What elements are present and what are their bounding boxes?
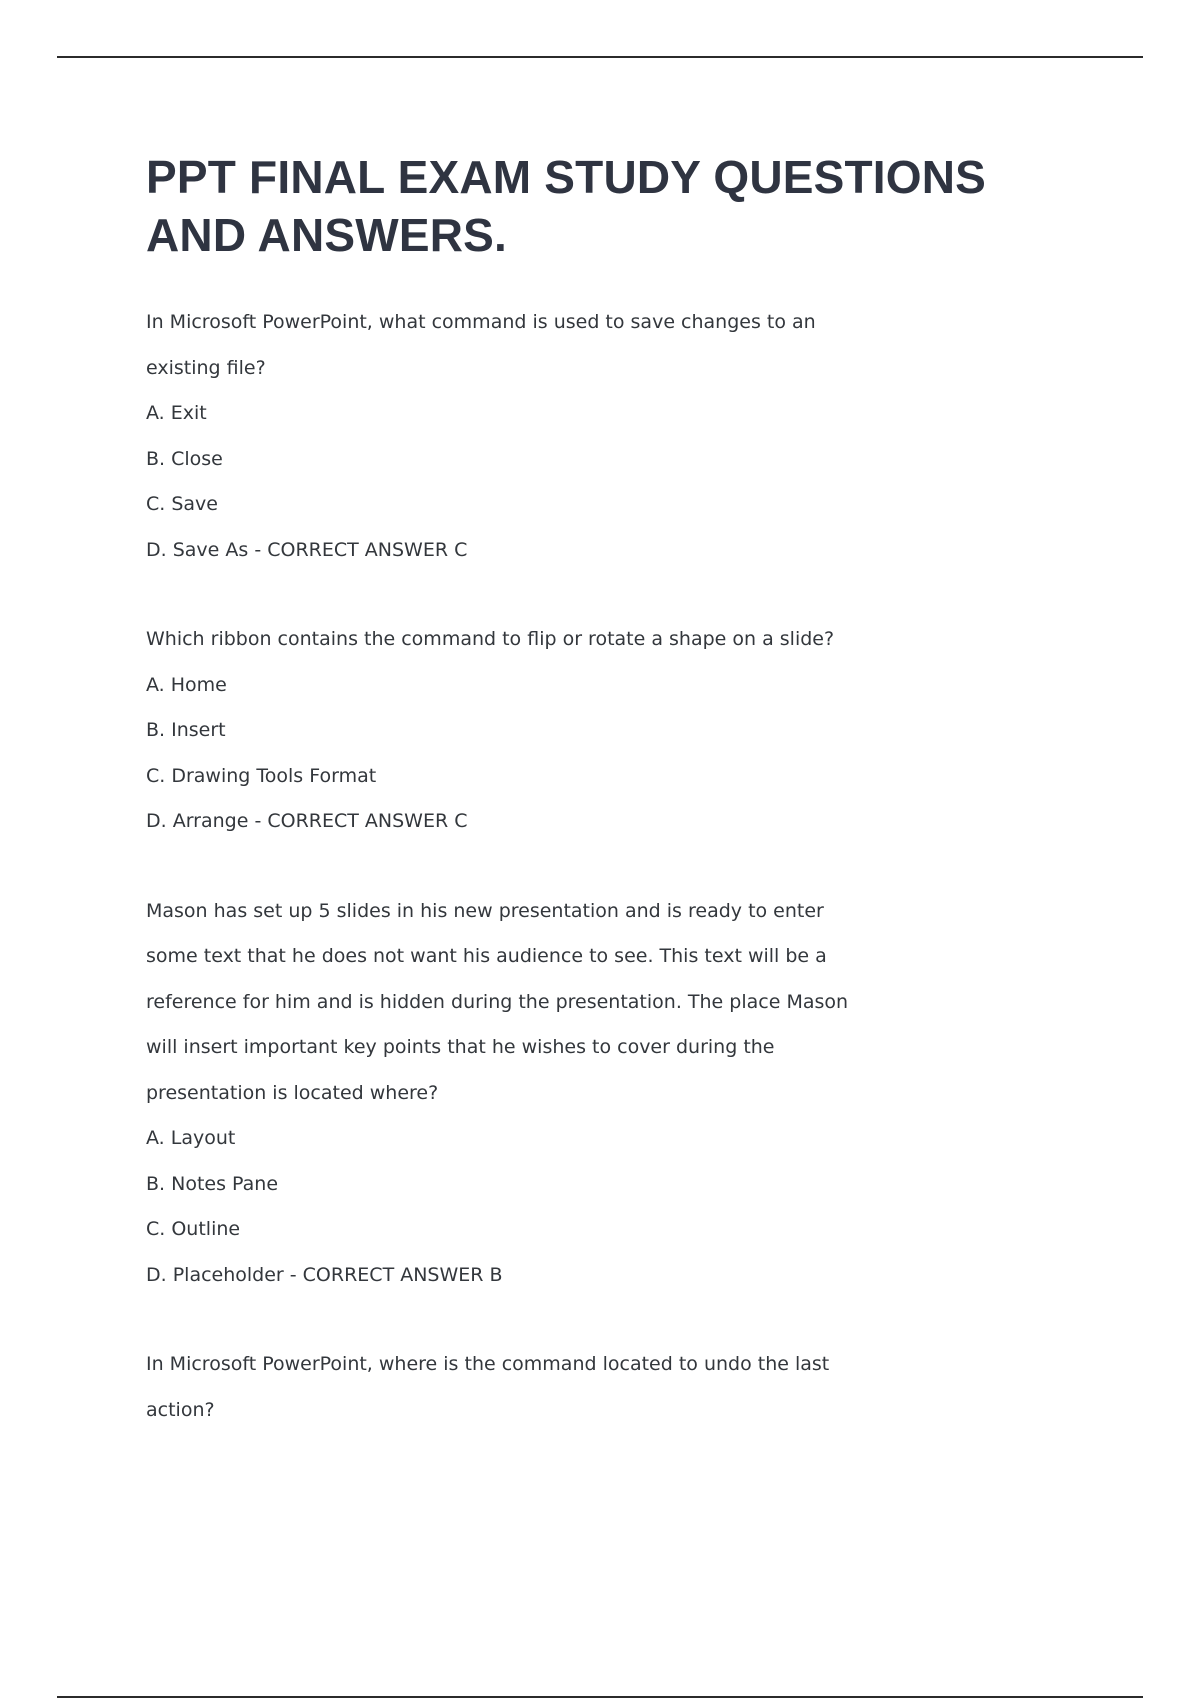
title-line: AND ANSWERS. bbox=[146, 209, 508, 261]
answer-option: A. Layout bbox=[146, 1127, 236, 1149]
question-text-line: In Microsoft PowerPoint, where is the command located to undo the last bbox=[146, 1353, 830, 1375]
answer-option: D. Placeholder - CORRECT ANSWER B bbox=[146, 1263, 503, 1286]
question-block bbox=[146, 300, 1046, 573]
question-text-line: In Microsoft PowerPoint, what command is used to save changes to an bbox=[146, 311, 816, 333]
document-title bbox=[146, 148, 1046, 264]
question-block bbox=[146, 889, 1046, 1299]
question-block bbox=[146, 1342, 1046, 1433]
answer-option: A. Home bbox=[146, 673, 227, 696]
answer-option: C. Outline bbox=[146, 1218, 241, 1240]
question-text-line: some text that he does not want his audience to see. This text will be a bbox=[146, 945, 827, 967]
question-block bbox=[146, 617, 1046, 845]
answer-option: B. Notes Pane bbox=[146, 1172, 279, 1195]
title-line: PPT FINAL EXAM STUDY QUESTIONS bbox=[146, 151, 987, 203]
question-text-line: Mason has set up 5 slides in his new presentation and is ready to enter bbox=[146, 899, 824, 922]
question-text-line: Which ribbon contains the command to flip or rotate a shape on a slide? bbox=[146, 628, 835, 650]
answer-option: B. Close bbox=[146, 447, 223, 470]
answer-option: C. Drawing Tools Format bbox=[146, 764, 377, 787]
question-text-line: presentation is located where? bbox=[146, 1081, 439, 1104]
answer-option: C. Save bbox=[146, 493, 218, 515]
answer-option: B. Insert bbox=[146, 719, 226, 741]
document-body bbox=[146, 140, 1046, 1477]
answer-option: D. Save As - CORRECT ANSWER C bbox=[146, 538, 468, 561]
question-text-line: reference for him and is hidden during the presentation. The place Mason bbox=[146, 990, 849, 1013]
question-text-line: will insert important key points that he wishes to cover during the bbox=[146, 1036, 775, 1058]
answer-option: D. Arrange - CORRECT ANSWER C bbox=[146, 810, 468, 832]
question-text-line: action? bbox=[146, 1398, 215, 1421]
question-text-line: existing file? bbox=[146, 356, 266, 379]
header-rule bbox=[57, 56, 1143, 58]
question-list bbox=[146, 300, 1046, 1433]
answer-option: A. Exit bbox=[146, 402, 207, 424]
footer-rule bbox=[57, 1696, 1143, 1698]
